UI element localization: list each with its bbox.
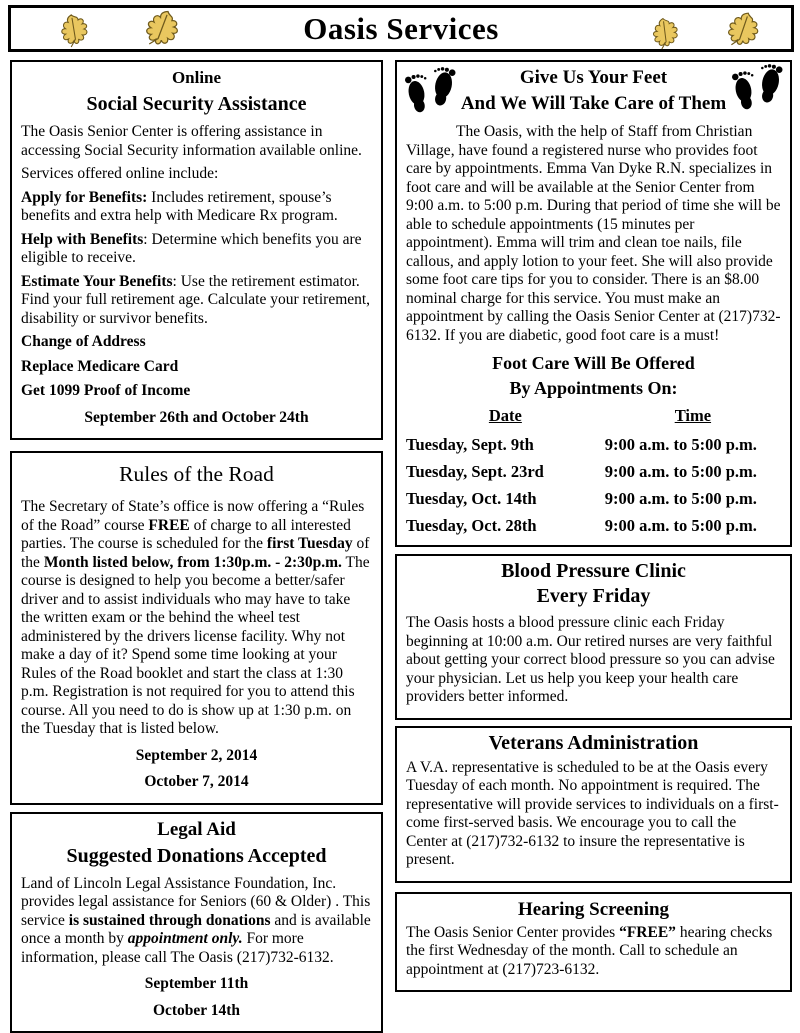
session-dates: September 26th and October 24th xyxy=(21,409,372,428)
va-body: A V.A. representative is scheduled to be at the Oasis every Tuesday of each month. No appointment is required. The representative will provide services to individuals on a first- come first-served basis. We encourage you to call the Center at (217)732-6132 to insure the representative is present. xyxy=(406,759,781,870)
page-title: Oasis Services xyxy=(11,8,791,49)
two-column-layout xyxy=(10,60,792,1033)
section-legal-aid xyxy=(10,812,383,1033)
col-header-time: Time xyxy=(605,406,781,426)
section-hearing-screening xyxy=(395,892,792,993)
legal-text: For more information, please call The Oasis (217)732-6132. xyxy=(21,930,334,966)
table-row-date: Tuesday, Sept. 9th xyxy=(406,431,605,458)
service-item: Change of Address xyxy=(21,333,372,352)
session-date: September 11th xyxy=(21,975,372,994)
section-veterans-administration xyxy=(395,726,792,883)
social-security-title: Social Security Assistance xyxy=(21,93,372,116)
paragraph: The Oasis Senior Center is offering assistance in accessing Social Security information available online. xyxy=(21,123,372,160)
masthead xyxy=(8,5,794,52)
service-item: Get 1099 Proof of Income xyxy=(21,382,372,401)
online-title: Online xyxy=(21,68,372,88)
time-emphasis: Month listed below, from 1:30p.m. - 2:30p.m. xyxy=(44,554,342,571)
table-row-time: 9:00 a.m. to 5:00 p.m. xyxy=(605,458,781,485)
rules-text: The Secretary of State’s office is now offering a “Rules of the Road” course xyxy=(21,498,364,534)
col-header-date: Date xyxy=(406,406,605,426)
estimate-benefits-text: : Use the retirement estimator. Find your full retirement age. Calculate your retirement, disability or survivor benefits. xyxy=(21,273,370,327)
hearing-title: Hearing Screening xyxy=(406,899,781,921)
feet-title-2: And We Will Take Care of Them xyxy=(406,93,781,115)
right-column xyxy=(395,60,792,992)
schedule-title-1: Foot Care Will Be Offered xyxy=(406,353,781,374)
paragraph xyxy=(21,189,372,226)
table-row-date: Tuesday, Oct. 14th xyxy=(406,485,605,512)
foot-care-table xyxy=(406,403,781,539)
donations-title: Suggested Donations Accepted xyxy=(21,845,372,868)
hearing-text: The Oasis Senior Center provides xyxy=(406,924,619,941)
section-rules-of-the-road xyxy=(10,451,383,805)
paragraph: Services offered online include: xyxy=(21,165,372,184)
rules-text: of charge to all interested parties. The course is scheduled for the xyxy=(21,517,351,553)
foot-care-body: The Oasis, with the help of Staff from Christian Village, have found a registered nurse who provides foot care by appointments. Emma Van Dyke R.N. specializes in foot care and will be available at the Senior Center from 9:00 a.m. to 5:00 p.m. During that period of time she will be able to schedule appointments (15 minutes per appointment). Emma will trim and clean toe nails, file callous, and apply lotion to your feet. She will also provide some foot care tips for you to consider. There is an $8.00 nominal charge for this service. You must make an appointment by calling the Oasis Senior Center at (217)732-6132. If you are diabetic, good foot care is a must! xyxy=(406,123,781,345)
bp-body: The Oasis hosts a blood pressure clinic each Friday beginning at 10:00 a.m. Our retired nurses are very faithful about getting your correct blood pressure so you can advise your physician. Let us help you keep your health care providers better informed. xyxy=(406,614,781,707)
appointment-only-emphasis: appointment only. xyxy=(128,930,243,947)
paragraph xyxy=(21,231,372,268)
bp-title: Blood Pressure Clinic xyxy=(406,560,781,583)
section-online-social-security xyxy=(10,60,383,440)
footprints-icon xyxy=(729,63,785,115)
newsletter-page xyxy=(0,5,800,1033)
service-item: Replace Medicare Card xyxy=(21,358,372,377)
footprints-icon xyxy=(402,66,458,118)
paragraph xyxy=(21,273,372,329)
left-column xyxy=(10,60,383,1033)
free-emphasis: “FREE” xyxy=(619,924,676,941)
session-date: September 2, 2014 xyxy=(21,747,372,766)
help-benefits-text: : Determine which benefits you are eligible to receive. xyxy=(21,231,362,267)
table-row-time: 9:00 a.m. to 5:00 p.m. xyxy=(605,431,781,458)
hearing-body xyxy=(406,924,781,980)
help-benefits-label: Help with Benefits xyxy=(21,231,143,248)
hearing-text: hearing checks the first Wednesday of the month. Call to schedule an appointment at (217)723-6132. xyxy=(406,924,772,978)
rules-text: of the xyxy=(21,535,369,571)
first-tuesday-emphasis: first Tuesday xyxy=(267,535,353,552)
legal-text: Land of Lincoln Legal Assistance Foundation, Inc. provides legal assistance for Seniors (60 & Older) . This service xyxy=(21,875,370,929)
session-date: October 14th xyxy=(21,1002,372,1021)
donations-emphasis: is sustained through donations xyxy=(69,912,271,929)
session-date: October 7, 2014 xyxy=(21,773,372,792)
free-emphasis: FREE xyxy=(148,517,189,534)
paragraph xyxy=(21,498,372,739)
legal-aid-title: Legal Aid xyxy=(21,819,372,841)
bp-subtitle: Every Friday xyxy=(406,585,781,608)
schedule-title-2: By Appointments On: xyxy=(406,378,781,399)
estimate-benefits-label: Estimate Your Benefits xyxy=(21,273,173,290)
table-row-date: Tuesday, Sept. 23rd xyxy=(406,458,605,485)
rules-title: Rules of the Road xyxy=(21,462,372,487)
section-blood-pressure xyxy=(395,554,792,720)
section-foot-care xyxy=(395,60,792,547)
rules-text: The course is designed to help you become a better/safer driver and to assist individuals who may have to take the written exam or the behind the wheel test administered by the drivers license facility. Why not make a day of it? Spend some time looking at your Rules of the Road booklet and start the class at 1:30 p.m. Registration is not required for you to attend this course. All you need to do is show up at 1:30 p.m. on the Tuesday that is listed below. xyxy=(21,554,370,738)
apply-benefits-label: Apply for Benefits: xyxy=(21,189,147,206)
table-row-time: 9:00 a.m. to 5:00 p.m. xyxy=(605,485,781,512)
legal-text: and is available once a month by xyxy=(21,912,371,948)
table-row-date: Tuesday, Oct. 28th xyxy=(406,512,605,539)
va-title: Veterans Administration xyxy=(406,732,781,755)
table-row-time: 9:00 a.m. to 5:00 p.m. xyxy=(605,512,781,539)
feet-title-1: Give Us Your Feet xyxy=(406,67,781,89)
paragraph xyxy=(21,875,372,968)
apply-benefits-text: Includes retirement, spouse’s benefits and extra help with Medicare Rx program. xyxy=(21,189,338,225)
